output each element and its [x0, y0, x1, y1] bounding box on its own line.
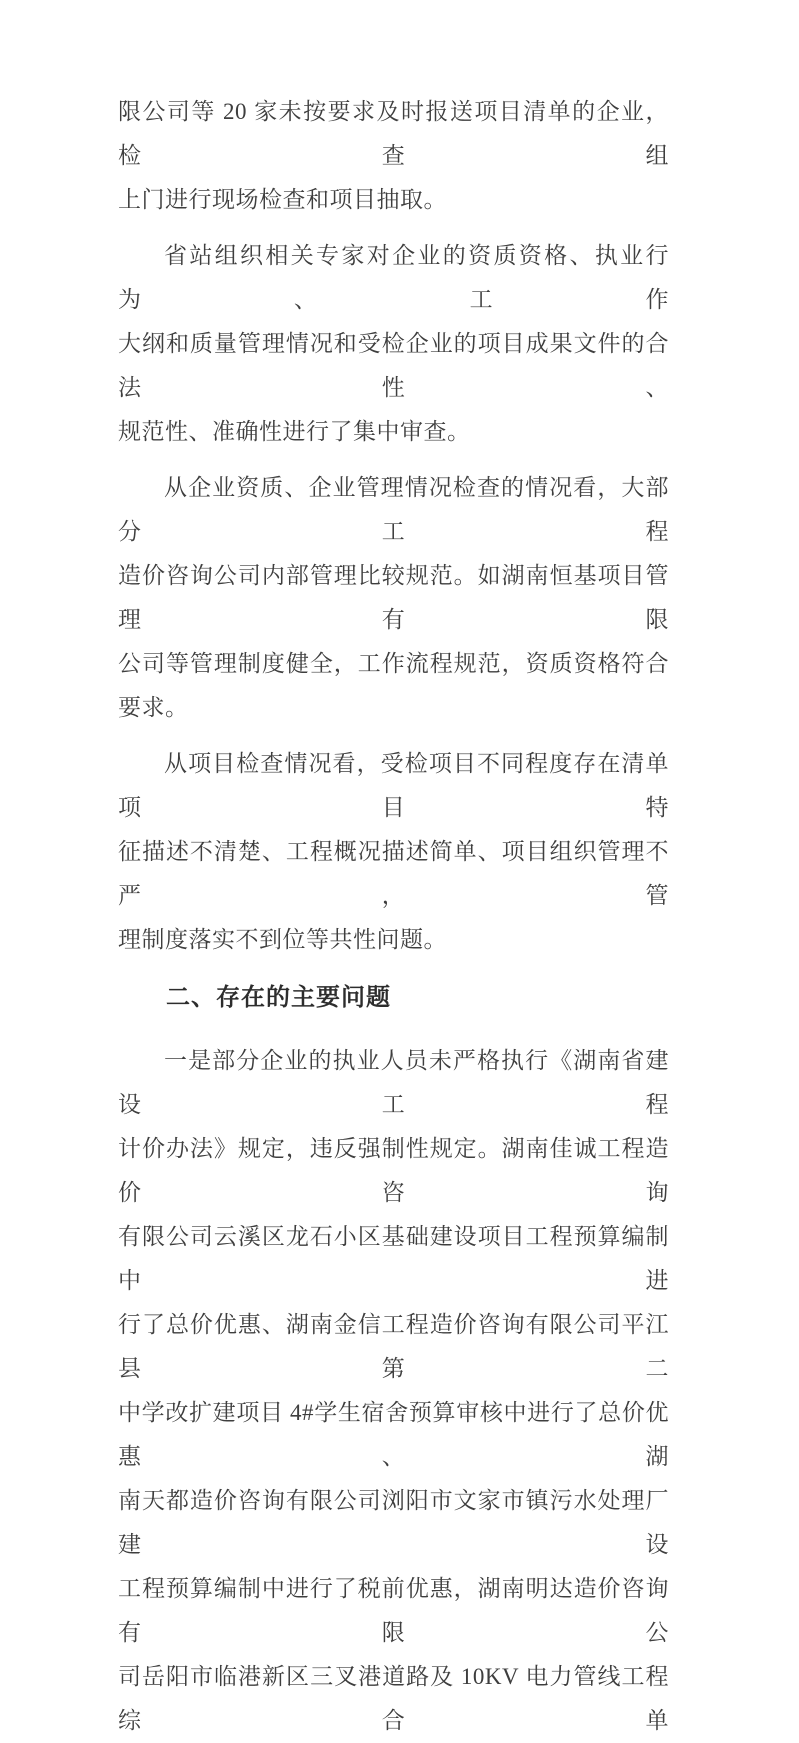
text-line: 大纲和质量管理情况和受检企业的项目成果文件的合法性、	[118, 331, 669, 400]
paragraph	[118, 234, 669, 454]
text-line: 征描述不清楚、工程概况描述简单、项目组织管理不严，管	[118, 839, 669, 908]
document-body	[118, 90, 669, 1743]
text-line: 南天都造价咨询有限公司浏阳市文家市镇污水处理厂建设	[118, 1488, 669, 1557]
text-line: 从项目检查情况看，受检项目不同程度存在清单项目特	[118, 751, 669, 820]
text-line: 计价办法》规定，违反强制性规定。湖南佳诚工程造价咨询	[118, 1136, 669, 1205]
text-line: 省站组织相关专家对企业的资质资格、执业行为、工作	[118, 243, 669, 312]
text-line: 中学改扩建项目 4#学生宿舍预算审核中进行了总价优惠、湖	[118, 1400, 669, 1469]
text-line: 规范性、准确性进行了集中审查。	[118, 419, 471, 444]
text-line: 上门进行现场检查和项目抽取。	[118, 187, 447, 212]
text-line: 一是部分企业的执业人员未严格执行《湖南省建设工程	[118, 1048, 669, 1117]
paragraph	[118, 90, 669, 222]
text-line: 司岳阳市临港新区三叉港道路及 10KV 电力管线工程综合单	[118, 1664, 669, 1733]
text-line: 限公司等 20 家未按要求及时报送项目清单的企业，检查组	[118, 99, 669, 168]
text-line: 有限公司云溪区龙石小区基础建设项目工程预算编制中进	[118, 1224, 669, 1293]
text-line: 行了总价优惠、湖南金信工程造价咨询有限公司平江县第二	[118, 1312, 669, 1381]
text-line: 理制度落实不到位等共性问题。	[118, 927, 447, 952]
paragraph	[118, 466, 669, 730]
text-line: 公司等管理制度健全，工作流程规范，资质资格符合要求。	[118, 651, 669, 720]
text-line: 造价咨询公司内部管理比较规范。如湖南恒基项目管理有限	[118, 563, 669, 632]
paragraph	[118, 742, 669, 962]
text-line: 工程预算编制中进行了税前优惠，湖南明达造价咨询有限公	[118, 1576, 669, 1645]
text-line: 从企业资质、企业管理情况检查的情况看，大部分工程	[118, 475, 669, 544]
text-line: 二、存在的主要问题	[166, 984, 391, 1011]
section-heading	[118, 976, 669, 1020]
paragraph	[118, 1039, 669, 1743]
